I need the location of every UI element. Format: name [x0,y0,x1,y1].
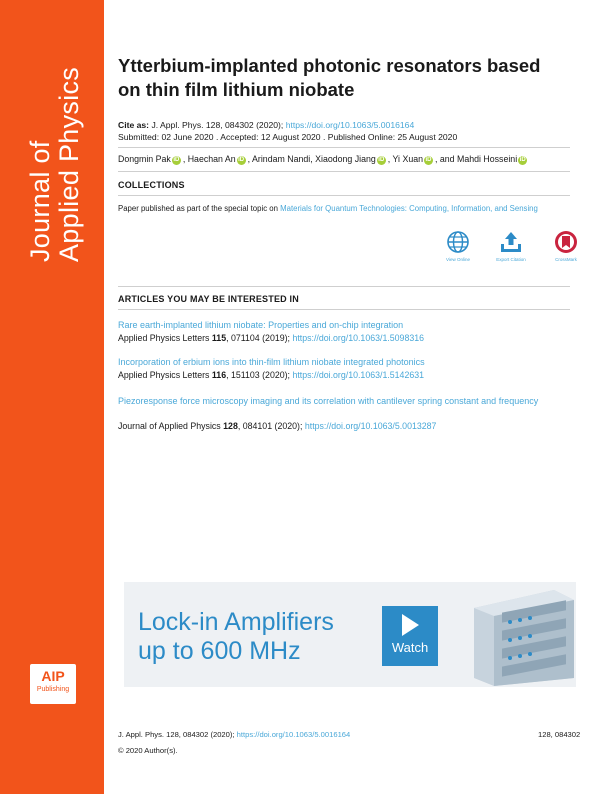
crossmark-button[interactable] [546,230,586,262]
related-article-doi[interactable]: https://doi.org/10.1063/5.0013287 [304,421,437,431]
special-topic-note [118,203,578,214]
copyright: © 2020 Author(s). [118,746,178,755]
citation-line [118,119,578,131]
related-article-title[interactable]: Incorporation of erbium ions into thin-film lithium niobate integrated photonics [118,357,425,367]
divider [118,171,570,172]
orcid-icon[interactable]: iD [173,157,180,163]
collections-heading: COLLECTIONS [118,180,185,190]
author-list: Dongmin Pak iD , Haechan An iD , Arindam Nandi, Xiaodong Jiang iD , Yi Xuan iD , and Mahdi Hosseini iD [118,154,526,164]
related-article-doi[interactable]: https://doi.org/10.1063/1.5142631 [292,370,425,380]
related-articles-heading: ARTICLES YOU MAY BE INTERESTED IN [118,294,299,304]
related-article-pages: , 084101 (2020); [237,421,303,431]
journal-name [26,32,84,262]
related-article-title[interactable]: Rare earth-implanted lithium niobate: Properties and on-chip integration [118,320,404,330]
journal-name-line2: Applied Physics [54,66,84,262]
globe-icon [446,230,470,254]
special-topic-link[interactable]: Materials for Quantum Technologies: Computing, Information, and Sensing [280,204,538,213]
advertisement-banner[interactable] [124,582,576,687]
author-name[interactable]: Yi Xuan [392,154,423,164]
related-article-journal: Applied Physics Letters [118,370,210,380]
related-article-journal: Applied Physics Letters [118,333,210,343]
divider [118,286,570,287]
related-article-ref [118,421,436,432]
view-online-button[interactable] [438,230,478,262]
related-article-pages: , 071104 (2019); [226,333,290,343]
cite-label: Cite as: [118,120,150,130]
aip-publishing-logo[interactable] [30,664,76,704]
orcid-icon[interactable]: iD [238,157,245,163]
ad-line1: Lock-in Amplifiers [138,608,334,636]
export-citation-label: Export Citation [496,257,526,262]
related-article-doi[interactable]: https://doi.org/10.1063/1.5098316 [292,333,425,343]
author-name[interactable]: Dongmin Pak [118,154,171,164]
article-doi-link[interactable]: https://doi.org/10.1063/5.0016164 [285,120,415,130]
related-article-volume: 128 [223,421,238,431]
journal-sidebar [0,0,104,794]
related-article-ref [118,333,424,344]
related-article-volume: 115 [211,333,227,343]
footer-page: 128, 084302 [538,730,581,739]
ad-headline [138,608,334,666]
export-citation-button[interactable] [491,230,531,262]
related-article-title[interactable]: Piezoresponse force microscopy imaging and its correlation with cantilever spring constant and frequency [118,396,539,406]
footer-doi-link[interactable]: https://doi.org/10.1063/5.0016164 [236,730,351,739]
orcid-icon[interactable]: iD [425,157,432,163]
logo-publishing-text: Publishing [36,686,70,693]
crossmark-label: CrossMark [555,257,577,262]
watch-button[interactable] [382,606,438,666]
related-article-pages: , 151103 (2020); [226,370,290,380]
orcid-icon[interactable]: iD [519,157,526,163]
footer-cite: J. Appl. Phys. 128, 084302 (2020); [118,730,235,739]
ad-line2: up to 600 MHz [138,637,301,665]
crossmark-icon [554,230,578,254]
footer-citation [118,730,350,739]
related-article-journal: Journal of Applied Physics [118,421,221,431]
play-icon [402,614,419,636]
special-topic-text: Paper published as part of the special topic on [118,204,278,213]
related-article-ref [118,370,424,381]
article-title: Ytterbium-implanted photonic resonators based on thin film lithium niobate [118,55,541,100]
related-article-volume: 116 [211,370,227,380]
orcid-icon[interactable]: iD [378,157,385,163]
watch-label: Watch [391,640,429,655]
divider [118,309,570,310]
view-online-label: View Online [446,257,470,262]
author-name[interactable]: and Mahdi Hosseini [439,154,518,164]
journal-name-line1: Journal of [25,140,55,262]
author-name[interactable]: Arindam Nandi [252,154,311,164]
author-name[interactable]: Xiaodong Jiang [315,154,376,164]
export-icon [498,230,524,254]
author-name[interactable]: Haechan An [187,154,236,164]
divider [118,195,570,196]
logo-aip-text: AIP [41,668,65,684]
divider [118,147,570,148]
instrument-rack-illustration [454,586,576,687]
article-dates: Submitted: 02 June 2020 . Accepted: 12 August 2020 . Published Online: 25 August 2020 [118,132,458,142]
cite-reference: J. Appl. Phys. 128, 084302 (2020); [151,120,284,130]
